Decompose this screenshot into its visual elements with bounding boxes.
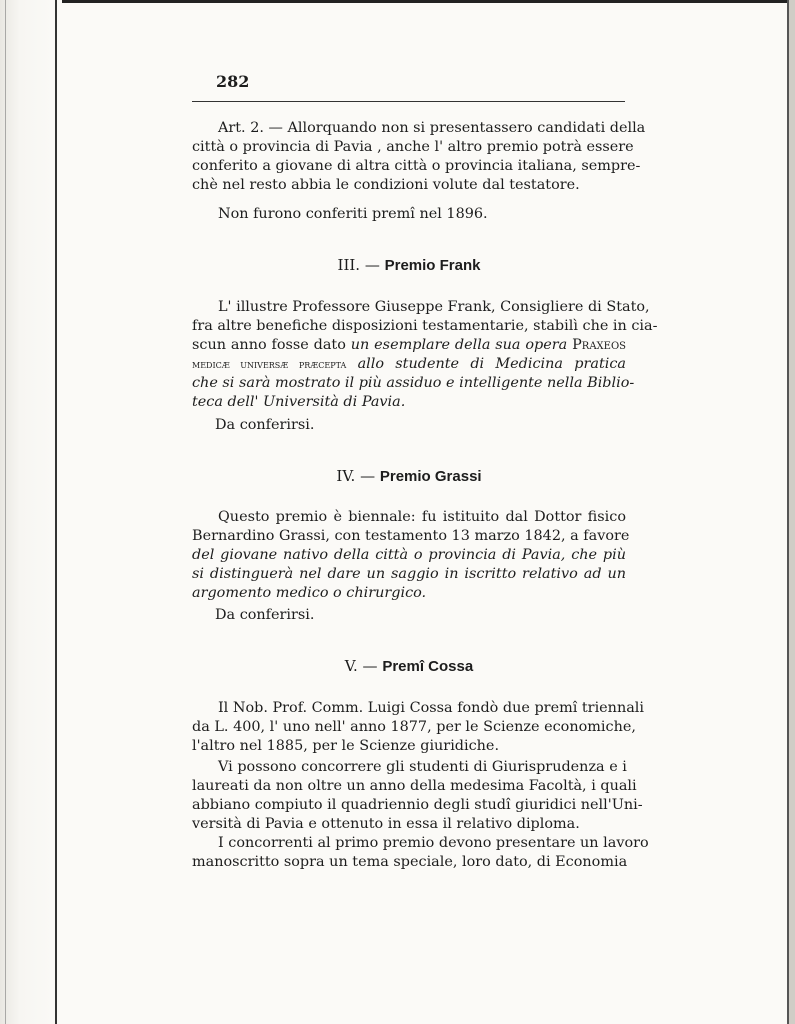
page-right-edge [787,0,795,1024]
text-line: Da conferirsi. [215,417,315,433]
note-1896 [192,205,626,224]
binding-gutter-line [55,0,57,1024]
section-title: Premio Frank [384,257,481,274]
text-line: Il Nob. Prof. Comm. Luigi Cossa fondò due premî triennali [218,700,645,716]
text-line: conferito a giovane di altra città o provincia italiana, sempre- [192,158,641,174]
page-top-edge [0,0,795,3]
text-line: L' illustre Professore Giuseppe Frank, Consigliere di Stato, [218,299,650,315]
text-line: abbiano compiuto il quadriennio degli studî giuridici nell'Uni- [192,797,643,813]
text-line: medicæ universæ præcepta allo studente di Medicina pratica [192,356,626,372]
text-line: laureati da non oltre un anno della medesima Facoltà, i quali [192,778,637,794]
text-line: versità di Pavia e ottenuto in essa il relativo diploma. [192,816,580,832]
section-numeral: V. — [344,657,378,675]
text-line: Art. 2. — Allorquando non si presentassero candidati della [218,120,646,136]
cossa-paragraph-1 [192,699,645,756]
section-numeral: IV. — [336,467,376,485]
section-numeral: III. — [337,256,380,274]
page-number: 282 [216,72,250,91]
text-line: Non furono conferiti premî nel 1896. [218,206,488,222]
grassi-paragraph [192,508,630,603]
text-line: Vi possono concorrere gli studenti di Giurisprudenza e i [218,759,627,775]
text-line: manoscritto sopra un tema speciale, loro dato, di Economia [192,854,628,870]
binding-edge-line [5,0,6,1024]
article-2-paragraph [192,119,646,195]
section-title: Premio Grassi [379,468,482,485]
section-title: Premî Cossa [382,658,474,675]
text-line: si distinguerà nel dare un saggio in iscritto relativo ad un [192,566,626,582]
text-line: Questo premio è biennale: fu istituito dal Dottor fisico [218,509,626,525]
text-line: l'altro nel 1885, per le Scienze giuridiche. [192,738,500,754]
frank-status [192,416,626,435]
frank-paragraph [192,298,658,412]
text-line: città o provincia di Pavia , anche l' altro premio potrà essere [192,139,634,155]
text-line: fra altre benefiche disposizioni testamentarie, stabilì che in cia- [192,318,658,334]
cossa-paragraph-3 [192,834,649,872]
text-line: Da conferirsi. [215,607,315,623]
text-line: I concorrenti al primo premio devono presentare un lavoro [218,835,649,851]
text-line: da L. 400, l' uno nell' anno 1877, per le Scienze economiche, [192,719,636,735]
text-line: chè nel resto abbia le condizioni volute dal testatore. [192,177,580,193]
text-line: che si sarà mostrato il più assiduo e intelligente nella Biblio- [192,375,635,391]
cossa-paragraph-2 [192,758,643,834]
section-heading-cossa [192,657,626,675]
section-heading-grassi [192,467,626,485]
text-line: teca dell' Università di Pavia. [192,394,406,410]
header-rule [192,101,625,102]
binding-shadow [0,0,62,1024]
text-line: del giovane nativo della città o provincia di Pavia, che più [192,547,626,563]
text-line: argomento medico o chirurgico. [192,585,427,601]
section-heading-frank [192,256,626,274]
text-line: scun anno fosse dato un esemplare della sua opera Praxeos [192,337,627,353]
grassi-status [192,606,626,625]
text-line: Bernardino Grassi, con testamento 13 marzo 1842, a favore [192,528,630,544]
